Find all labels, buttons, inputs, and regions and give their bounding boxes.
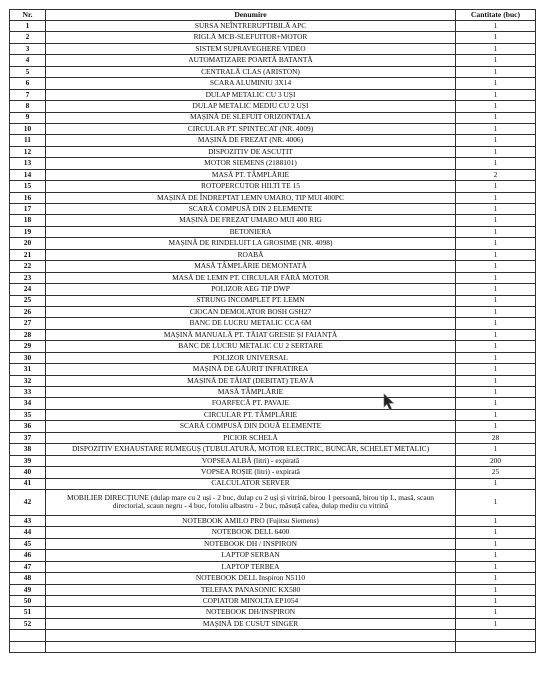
cell-cantitate: 1 xyxy=(456,573,536,584)
table-row xyxy=(10,421,536,432)
table-row xyxy=(10,215,536,226)
table-row xyxy=(10,467,536,478)
cell-cantitate: 25 xyxy=(456,467,536,478)
cell-cantitate: 1 xyxy=(456,550,536,561)
cell-cantitate: 1 xyxy=(456,489,536,515)
cell-denumire: SCARA ALUMINIU 3X14 xyxy=(46,78,456,89)
table-row xyxy=(10,364,536,375)
header-denumire: Denumire xyxy=(46,10,456,21)
cell-cantitate: 1 xyxy=(456,284,536,295)
cell-nr: 27 xyxy=(10,318,46,329)
cell-denumire: MAȘINĂ DE FREZAT UMARO MUI 400 RIG xyxy=(46,215,456,226)
cell-denumire: DULAP METALIC MEDIU CU 2 UȘI xyxy=(46,101,456,112)
cell-nr: 31 xyxy=(10,364,46,375)
cell-nr: 2 xyxy=(10,32,46,43)
cell-denumire: LAPTOP SERBAN xyxy=(46,550,456,561)
cell-cantitate: 200 xyxy=(456,455,536,466)
cell-cantitate: 1 xyxy=(456,32,536,43)
cell-denumire: PICIOR SCHELĂ xyxy=(46,432,456,443)
cell-cantitate: 1 xyxy=(456,398,536,409)
cell-denumire: COPIATOR MINOLTA EP1054 xyxy=(46,596,456,607)
table-row xyxy=(10,272,536,283)
table-row xyxy=(10,318,536,329)
cell-nr xyxy=(10,641,46,652)
cell-cantitate: 1 xyxy=(456,112,536,123)
table-row xyxy=(10,43,536,54)
cell-cantitate: 1 xyxy=(456,158,536,169)
cell-cantitate: 1 xyxy=(456,238,536,249)
cell-nr: 52 xyxy=(10,618,46,629)
cell-denumire: NOTEBOOK DH/INSPIRON xyxy=(46,607,456,618)
table-row xyxy=(10,284,536,295)
cell-nr: 4 xyxy=(10,55,46,66)
table-row xyxy=(10,249,536,260)
table-row xyxy=(10,295,536,306)
table-row xyxy=(10,607,536,618)
cell-cantitate: 1 xyxy=(456,527,536,538)
table-row xyxy=(10,573,536,584)
cell-cantitate: 1 xyxy=(456,584,536,595)
cell-nr: 23 xyxy=(10,272,46,283)
cell-cantitate: 1 xyxy=(456,261,536,272)
cell-nr: 46 xyxy=(10,550,46,561)
cell-denumire xyxy=(46,641,456,652)
inventory-table xyxy=(9,9,536,653)
table-row xyxy=(10,398,536,409)
cell-nr: 6 xyxy=(10,78,46,89)
cell-cantitate: 1 xyxy=(456,409,536,420)
cell-cantitate xyxy=(456,641,536,652)
cell-nr: 10 xyxy=(10,123,46,134)
table-row xyxy=(10,455,536,466)
table-row xyxy=(10,618,536,629)
cell-cantitate: 1 xyxy=(456,43,536,54)
cell-denumire: NOTEBOOK DH / INSPIRON xyxy=(46,538,456,549)
cell-denumire: MASĂ TÂMPLĂRIE DEMONTATĂ xyxy=(46,261,456,272)
cell-nr: 47 xyxy=(10,561,46,572)
cell-nr: 22 xyxy=(10,261,46,272)
cell-denumire: BANC DE LUCRU METALIC CCA 6M xyxy=(46,318,456,329)
cell-denumire: SURSA NEÎNTRERUPTIBILĂ APC xyxy=(46,21,456,32)
cell-nr: 34 xyxy=(10,398,46,409)
cell-denumire: MOBILIER DIRECȚIUNE (dulap mare cu 2 uși - 2 buc, dulap cu 2 uși și vitrină, birou 1 persoană, birou tip L, masă, scaun directorial, scaun negru - 4 buc, fotoliu albastru - 2 buc, măsuță cafea, dulap mediu cu vitrină xyxy=(46,489,456,515)
cell-denumire xyxy=(46,630,456,641)
cell-denumire: SISTEM SUPRAVEGHERE VIDEO xyxy=(46,43,456,54)
empty-row xyxy=(10,630,536,641)
cell-cantitate: 1 xyxy=(456,387,536,398)
cell-cantitate: 1 xyxy=(456,192,536,203)
cell-nr: 36 xyxy=(10,421,46,432)
cell-nr: 48 xyxy=(10,573,46,584)
cell-denumire: MAȘINĂ DE TĂIAT (DEBITAT) ȚEAVĂ xyxy=(46,375,456,386)
cell-denumire: MASĂ PT. TÂMPLĂRIE xyxy=(46,169,456,180)
cell-denumire: ROTOPERCUTOR HILTI TE 15 xyxy=(46,181,456,192)
inventory-document xyxy=(9,9,535,653)
cell-denumire: MAȘINĂ DE GĂURIT INFRATIREA xyxy=(46,364,456,375)
cell-cantitate: 1 xyxy=(456,66,536,77)
cell-cantitate: 1 xyxy=(456,561,536,572)
table-row xyxy=(10,32,536,43)
cell-denumire: MAȘINĂ DE FREZAT (NR. 4006) xyxy=(46,135,456,146)
cell-nr: 44 xyxy=(10,527,46,538)
cell-cantitate: 1 xyxy=(456,21,536,32)
table-row xyxy=(10,409,536,420)
table-row xyxy=(10,306,536,317)
table-row xyxy=(10,538,536,549)
cell-nr: 1 xyxy=(10,21,46,32)
cell-denumire: STRUNG INCOMPLET PT. LEMN xyxy=(46,295,456,306)
cell-nr: 19 xyxy=(10,226,46,237)
cell-nr: 50 xyxy=(10,596,46,607)
cell-nr: 15 xyxy=(10,181,46,192)
table-row xyxy=(10,238,536,249)
cell-denumire: MAȘINĂ DE RINDELUIT LA GROSIME (NR. 4098) xyxy=(46,238,456,249)
cell-cantitate: 1 xyxy=(456,55,536,66)
table-row xyxy=(10,158,536,169)
cell-cantitate: 1 xyxy=(456,295,536,306)
cell-denumire: LAPTOP TERBEA xyxy=(46,561,456,572)
table-row xyxy=(10,432,536,443)
cell-denumire: MASĂ TÂMPLĂRIE xyxy=(46,387,456,398)
cell-cantitate xyxy=(456,630,536,641)
header-cantitate: Cantitate (buc) xyxy=(456,10,536,21)
table-row xyxy=(10,596,536,607)
cell-cantitate: 1 xyxy=(456,204,536,215)
cell-nr: 8 xyxy=(10,101,46,112)
cell-cantitate: 1 xyxy=(456,318,536,329)
cell-cantitate: 1 xyxy=(456,352,536,363)
table-row xyxy=(10,123,536,134)
cell-denumire: RIGLĂ MCB-SLEFUITOR+MOTOR xyxy=(46,32,456,43)
cell-denumire: CIRCULAR PT. TÂMPLĂRIE xyxy=(46,409,456,420)
cell-nr: 30 xyxy=(10,352,46,363)
cell-cantitate: 1 xyxy=(456,596,536,607)
cell-denumire: FOARFECĂ PT. PAVAJE xyxy=(46,398,456,409)
cell-denumire: MOTOR SIEMENS (2188101) xyxy=(46,158,456,169)
cell-cantitate: 1 xyxy=(456,272,536,283)
table-row xyxy=(10,515,536,526)
cell-cantitate: 1 xyxy=(456,515,536,526)
cell-denumire: BANC DE LUCRU METALIC CU 2 SERTARE xyxy=(46,341,456,352)
cell-denumire: NOTEBOOK DELL 6400 xyxy=(46,527,456,538)
table-row xyxy=(10,550,536,561)
cell-nr: 12 xyxy=(10,146,46,157)
cell-nr: 14 xyxy=(10,169,46,180)
cell-nr: 42 xyxy=(10,489,46,515)
cell-denumire: TELEFAX PANASONIC KX580 xyxy=(46,584,456,595)
cell-nr xyxy=(10,630,46,641)
cell-nr: 39 xyxy=(10,455,46,466)
table-row xyxy=(10,352,536,363)
table-row xyxy=(10,204,536,215)
table-row xyxy=(10,181,536,192)
table-row xyxy=(10,135,536,146)
cell-cantitate: 1 xyxy=(456,341,536,352)
table-row xyxy=(10,261,536,272)
cell-nr: 20 xyxy=(10,238,46,249)
cell-cantitate: 1 xyxy=(456,329,536,340)
table-row xyxy=(10,66,536,77)
cell-nr: 13 xyxy=(10,158,46,169)
table-row xyxy=(10,341,536,352)
cell-cantitate: 1 xyxy=(456,306,536,317)
cell-cantitate: 1 xyxy=(456,215,536,226)
cell-denumire: MASĂ DE LEMN PT. CIRCULAR FĂRĂ MOTOR xyxy=(46,272,456,283)
cell-nr: 28 xyxy=(10,329,46,340)
cell-nr: 9 xyxy=(10,112,46,123)
table-body xyxy=(10,21,536,653)
cell-nr: 29 xyxy=(10,341,46,352)
cell-nr: 21 xyxy=(10,249,46,260)
cell-nr: 45 xyxy=(10,538,46,549)
cell-nr: 17 xyxy=(10,204,46,215)
table-row xyxy=(10,78,536,89)
cell-nr: 43 xyxy=(10,515,46,526)
cell-denumire: DULAP METALIC CU 3 UȘI xyxy=(46,89,456,100)
cell-cantitate: 1 xyxy=(456,226,536,237)
cell-cantitate: 1 xyxy=(456,101,536,112)
cell-nr: 3 xyxy=(10,43,46,54)
cell-denumire: MAȘINĂ DE SLEFUIT ORIZONTALA xyxy=(46,112,456,123)
table-row xyxy=(10,375,536,386)
cell-denumire: DISPOZITIV DE ASCUȚIT xyxy=(46,146,456,157)
cell-nr: 18 xyxy=(10,215,46,226)
cell-cantitate: 1 xyxy=(456,607,536,618)
cell-denumire: CALCULATOR SERVER xyxy=(46,478,456,489)
cell-denumire: MAȘINĂ DE ÎNDREPTAT LEMN UMARO, TIP MUI 400PC xyxy=(46,192,456,203)
cell-nr: 5 xyxy=(10,66,46,77)
cell-denumire: AUTOMATIZARE POARTĂ BATANTĂ xyxy=(46,55,456,66)
cell-denumire: NOTEBOOK AMILO PRO (Fujitsu Siemens) xyxy=(46,515,456,526)
cell-denumire: POLIZOR AEG TIP DWP xyxy=(46,284,456,295)
cell-denumire: CIRCULAR PT. SPINTECAT (NR. 4009) xyxy=(46,123,456,134)
table-row xyxy=(10,55,536,66)
cell-nr: 41 xyxy=(10,478,46,489)
table-row xyxy=(10,112,536,123)
cell-cantitate: 2 xyxy=(456,169,536,180)
cell-denumire: VOPSEA ROȘIE (litri) - expirată xyxy=(46,467,456,478)
cell-cantitate: 1 xyxy=(456,123,536,134)
mouse-cursor-icon xyxy=(383,393,395,411)
cell-nr: 51 xyxy=(10,607,46,618)
cell-nr: 33 xyxy=(10,387,46,398)
table-row xyxy=(10,169,536,180)
table-row xyxy=(10,21,536,32)
cell-nr: 37 xyxy=(10,432,46,443)
cell-denumire: CIOCAN DEMOLATOR BOSH GSH27 xyxy=(46,306,456,317)
cell-cantitate: 28 xyxy=(456,432,536,443)
cell-cantitate: 1 xyxy=(456,249,536,260)
cell-denumire: SCARĂ COMPUSĂ DIN 2 ELEMENTE xyxy=(46,204,456,215)
cell-cantitate: 1 xyxy=(456,618,536,629)
cell-denumire: ROABĂ xyxy=(46,249,456,260)
table-row xyxy=(10,89,536,100)
table-row xyxy=(10,489,536,515)
cell-nr: 40 xyxy=(10,467,46,478)
cell-denumire: MAȘINĂ MANUALĂ PT. TĂIAT GRESIE ȘI FAIANȚĂ xyxy=(46,329,456,340)
cell-nr: 11 xyxy=(10,135,46,146)
cell-cantitate: 1 xyxy=(456,421,536,432)
cell-denumire: POLIZOR UNIVERSAL xyxy=(46,352,456,363)
cell-nr: 32 xyxy=(10,375,46,386)
cell-nr: 26 xyxy=(10,306,46,317)
cell-cantitate: 1 xyxy=(456,135,536,146)
table-row xyxy=(10,527,536,538)
cell-nr: 38 xyxy=(10,444,46,455)
table-row xyxy=(10,478,536,489)
cell-cantitate: 1 xyxy=(456,146,536,157)
cell-denumire: SCARĂ COMPUSĂ DIN DOUĂ ELEMENTE xyxy=(46,421,456,432)
table-row xyxy=(10,387,536,398)
table-row xyxy=(10,561,536,572)
cell-nr: 16 xyxy=(10,192,46,203)
cell-denumire: DISPOZITIV EXHAUSTARE RUMEGUȘ (TUBULATURĂ, MOTOR ELECTRIC, BUNCĂR, SCHELET METALIC) xyxy=(46,444,456,455)
cell-nr: 35 xyxy=(10,409,46,420)
cell-cantitate: 1 xyxy=(456,181,536,192)
cell-denumire: MAȘINĂ DE CUSUT SINGER xyxy=(46,618,456,629)
table-row xyxy=(10,192,536,203)
table-row xyxy=(10,444,536,455)
table-row xyxy=(10,584,536,595)
cell-cantitate: 1 xyxy=(456,478,536,489)
table-row xyxy=(10,101,536,112)
cell-nr: 25 xyxy=(10,295,46,306)
table-header-row xyxy=(10,10,536,21)
empty-row xyxy=(10,641,536,652)
cell-cantitate: 1 xyxy=(456,89,536,100)
table-row xyxy=(10,329,536,340)
cell-nr: 24 xyxy=(10,284,46,295)
cell-cantitate: 1 xyxy=(456,444,536,455)
table-row xyxy=(10,146,536,157)
cell-denumire: VOPSEA ALBĂ (litri) - expirată xyxy=(46,455,456,466)
cell-cantitate: 1 xyxy=(456,364,536,375)
table-row xyxy=(10,226,536,237)
cell-nr: 49 xyxy=(10,584,46,595)
cell-denumire: BETONIERA xyxy=(46,226,456,237)
cell-denumire: CENTRALĂ CLAS (ARISTON) xyxy=(46,66,456,77)
cell-nr: 7 xyxy=(10,89,46,100)
cell-cantitate: 1 xyxy=(456,375,536,386)
header-nr: Nr. xyxy=(10,10,46,21)
cell-cantitate: 1 xyxy=(456,538,536,549)
cell-cantitate: 1 xyxy=(456,78,536,89)
cell-denumire: NOTEBOOK DELL Inspiron N5110 xyxy=(46,573,456,584)
